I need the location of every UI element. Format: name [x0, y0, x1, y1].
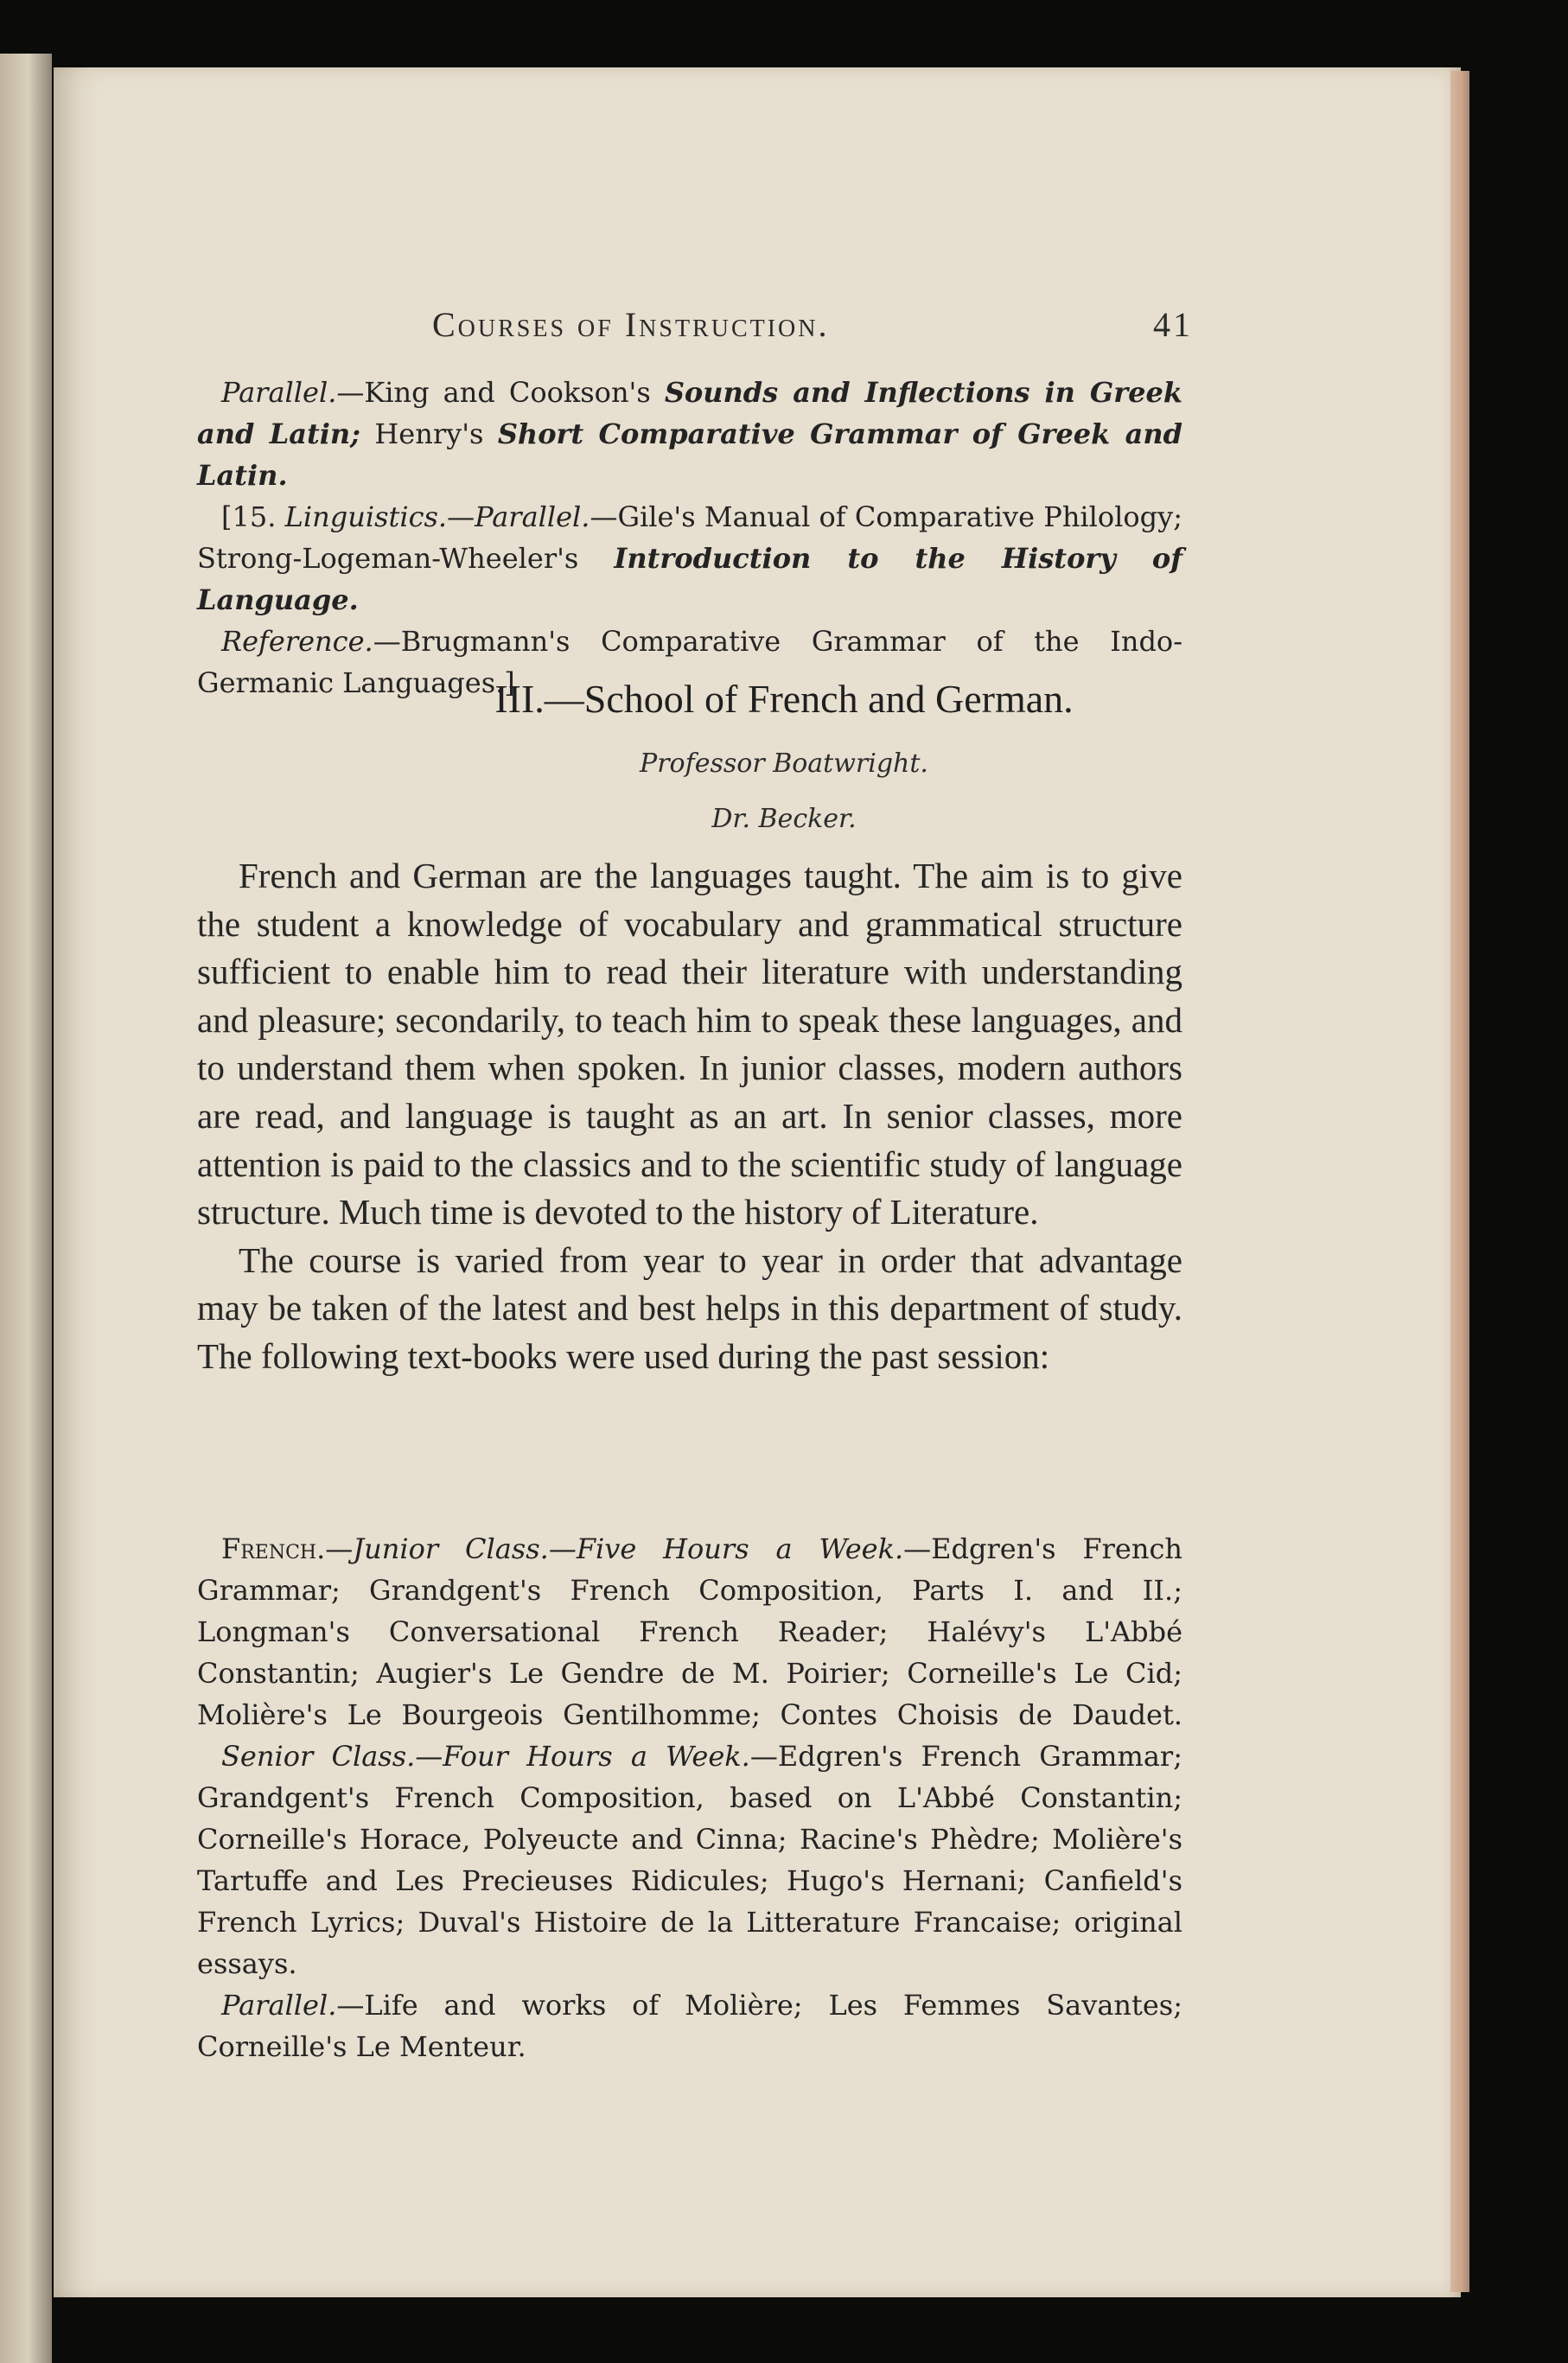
senior-textbooks: —Edgren's French Grammar; Grandgent's French Composition, based on L'Abbé Constantin; Corneille's Horace, Polyeucte and Cinna; Racine's Phèdre; Molière's Tartuffe and Les Precieuses Ridicules; Hugo's Hernani; Canfield's French Lyrics; Duval's Histoire de la Litterature Francaise; original essays.: [197, 1740, 1183, 1980]
doctor-name: Dr. Becker.: [711, 804, 857, 834]
parallel-textbooks: —Life and works of Molière; Les Femmes Savantes; Corneille's Le Menteur.: [197, 1989, 1182, 2063]
senior-class-label: Senior Class.: [221, 1740, 416, 1773]
linguistics-paragraph: [197, 496, 1182, 621]
book-title: Sounds and Inflections in Greek and Latin;: [197, 376, 1183, 450]
reference-text: —Brugmann's Comparative Grammar of the Indo-Germanic Languages.]: [197, 625, 1182, 699]
parallel-label: Parallel.: [475, 500, 590, 533]
french-junior-paragraph: French.—Junior Class.—Five Hours a Week.—Edgren's French Grammar; Grandgent's French Composition, Parts I. and II.; Longman's Conversational French Reader; Halévy's L'Abbé Constantin; Augier's Le Gendre de M. Poirier; Corneille's Le Cid; Molière's Le Bourgeois Gentilhomme; Contes Choisis de Daudet.: [197, 1532, 1183, 1731]
intro-paragraph: French and German are the languages taught. The aim is to give the student a knowledge of vocabulary and grammatical structure sufficient to enable him to read their literature with understanding and pleasure; secondarily, to teach him to speak these languages, and to understand them when spoken. In junior classes, modern authors are read, and language is taught as an art. In senior classes, more attention is paid to the classics and to the scientific study of language structure. Much time is devoted to the history of Literature.: [197, 856, 1182, 1232]
book-title: Introduction to the History of Language.: [197, 542, 1183, 616]
linguistics-label: Linguistics.: [284, 500, 448, 533]
reference-label: Reference.: [221, 625, 373, 658]
course-number: [15.: [221, 500, 285, 533]
parallel-label: Parallel.: [221, 1989, 337, 2022]
page-number: 41: [1153, 305, 1193, 344]
course-description: [197, 852, 1182, 1381]
linguistics-block: [197, 372, 1182, 704]
dash: —: [447, 500, 475, 533]
parallel-text: —King and Cookson's: [336, 376, 665, 409]
parallel-text-rest: Henry's: [360, 417, 498, 450]
section-heading: III.—School of French and German.: [494, 677, 1074, 721]
running-head-title: Courses of Instruction.: [432, 305, 830, 344]
linguistics-text: —Gile's Manual of Comparative Philology; Strong-Logeman-Wheeler's: [197, 500, 1183, 575]
french-courses-block: [197, 1528, 1182, 2067]
junior-hours: Five Hours a Week.: [576, 1532, 904, 1565]
french-label: French.: [221, 1532, 326, 1565]
junior-class-label: Junior Class.: [353, 1532, 549, 1565]
senior-hours: Four Hours a Week.: [443, 1740, 750, 1773]
book-title-2: Short Comparative Grammar of Greek and Latin.: [197, 417, 1183, 492]
course-paragraph: The course is varied from year to year in order that advantage may be taken of the latest and best helps in this department of study. The following text-books were used during the past session:: [197, 1239, 1182, 1376]
parallel-reading-paragraph: [197, 372, 1182, 496]
junior-textbooks: —Edgren's French Grammar; Grandgent's French Composition, Parts I. and II.; Longman's Conversational French Reader; Halévy's L'Abbé Constantin; Augier's Le Gendre de M. Poirier; Corneille's Le Cid; Molière's Le Bourgeois Gentilhomme; Contes Choisis de Daudet.: [197, 1532, 1183, 1731]
french-parallel-paragraph: [197, 1984, 1182, 2067]
professor-name: Professor Boatwright.: [640, 748, 928, 779]
french-senior-paragraph: Senior Class.—Four Hours a Week.—Edgren's French Grammar; Grandgent's French Composition, based on L'Abbé Constantin; Corneille's Horace, Polyeucte and Cinna; Racine's Phèdre; Molière's Tartuffe and Les Precieuses Ridicules; Hugo's Hernani; Canfield's French Lyrics; Duval's Histoire de la Litterature Francaise; original essays.: [197, 1740, 1183, 1980]
parallel-label: Parallel.: [221, 376, 337, 409]
running-head: [432, 304, 1193, 347]
